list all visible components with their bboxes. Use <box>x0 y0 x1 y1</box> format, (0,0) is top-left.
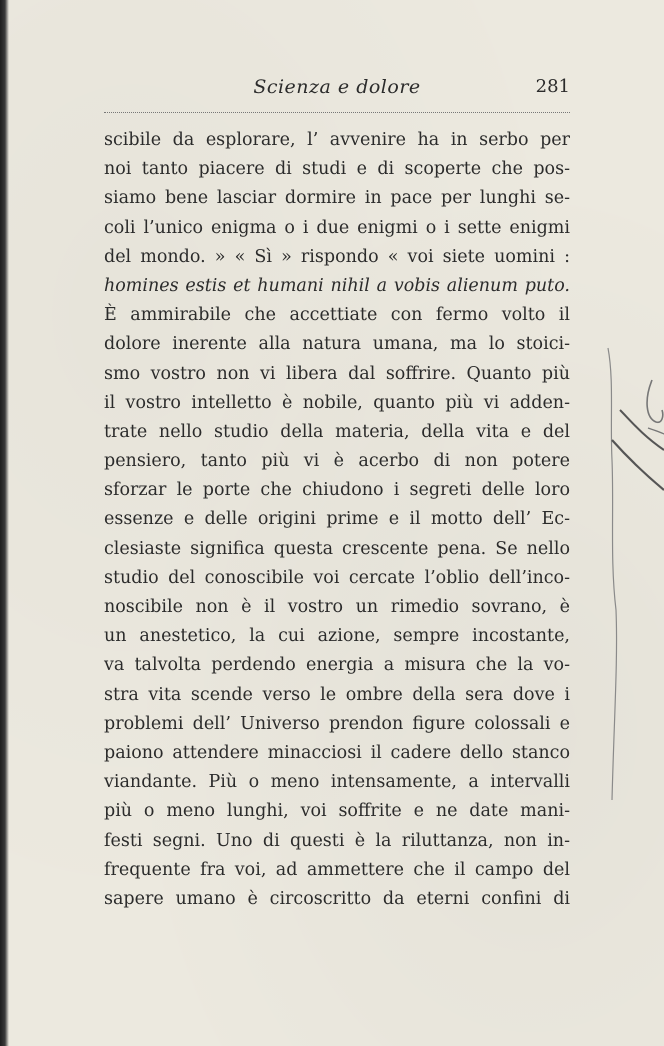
text-line: scibile da esplorare, l’ avvenire ha in serbo per <box>104 130 570 150</box>
text-line: noi tanto piacere di studi e di scoperte che pos- <box>104 159 570 180</box>
text-line: noscibile non è il vostro un rimedio sovrano, è <box>104 597 570 617</box>
text-line: essenze e delle origini prime e il motto dell’ Ec- <box>104 509 570 530</box>
text-line: paiono attendere minacciosi il cadere dello stanco <box>104 742 570 763</box>
text-line: un anestetico, la cui azione, sempre incostante, <box>104 626 570 647</box>
book-spine-shadow <box>0 0 9 1046</box>
text-line: stra vita scende verso le ombre della sera dove i <box>104 684 570 705</box>
text-line: coli l’unico enigma o i due enigmi o i sette enigmi <box>104 217 570 238</box>
text-line: più o meno lunghi, voi soffrite e ne date mani- <box>104 801 570 822</box>
text-line: smo vostro non vi libera dal soffrire. Quanto più <box>104 363 570 384</box>
header-rule <box>104 112 570 113</box>
text-line: siamo bene lasciar dormire in pace per lunghi se- <box>104 188 570 209</box>
text-line: pensiero, tanto più vi è acerbo di non potere <box>104 451 570 472</box>
text-line: studio del conoscibile voi cercate l’oblio dell’inco- <box>104 567 570 588</box>
text-line: trate nello studio della materia, della vita e del <box>104 421 570 442</box>
text-line: sapere umano è circoscritto da eterni confini di <box>104 888 570 909</box>
text-line: problemi dell’ Universo prendon figure colossali e <box>104 713 570 734</box>
text-line: il vostro intelletto è nobile, quanto più vi adden- <box>104 392 570 413</box>
body-text <box>104 126 570 914</box>
text-line: va talvolta perdendo energia a misura che la vo- <box>104 655 570 676</box>
handwritten-margin-mark <box>590 340 664 820</box>
text-line: frequente fra voi, ad ammettere che il campo del <box>104 859 570 880</box>
text-line: del mondo. » « Sì » rispondo « voi siete uomini : <box>104 246 570 267</box>
text-line: È ammirabile che accettiate con fermo volto il <box>104 305 570 326</box>
page-number: 281 <box>535 76 570 97</box>
text-line: festi segni. Uno di questi è la riluttanza, non in- <box>104 830 570 851</box>
running-title: Scienza e dolore <box>253 76 421 98</box>
page-header <box>104 76 570 106</box>
text-line: sforzar le porte che chiudono i segreti delle loro <box>104 480 570 501</box>
text-line: viandante. Più o meno intensamente, a intervalli <box>104 772 570 793</box>
text-line: clesiaste significa questa crescente pena. Se nello <box>104 538 570 559</box>
text-line-latin-quote: homines estis et humani nihil a vobis alienum puto. <box>104 275 570 296</box>
text-line: dolore inerente alla natura umana, ma lo stoici- <box>104 334 570 355</box>
